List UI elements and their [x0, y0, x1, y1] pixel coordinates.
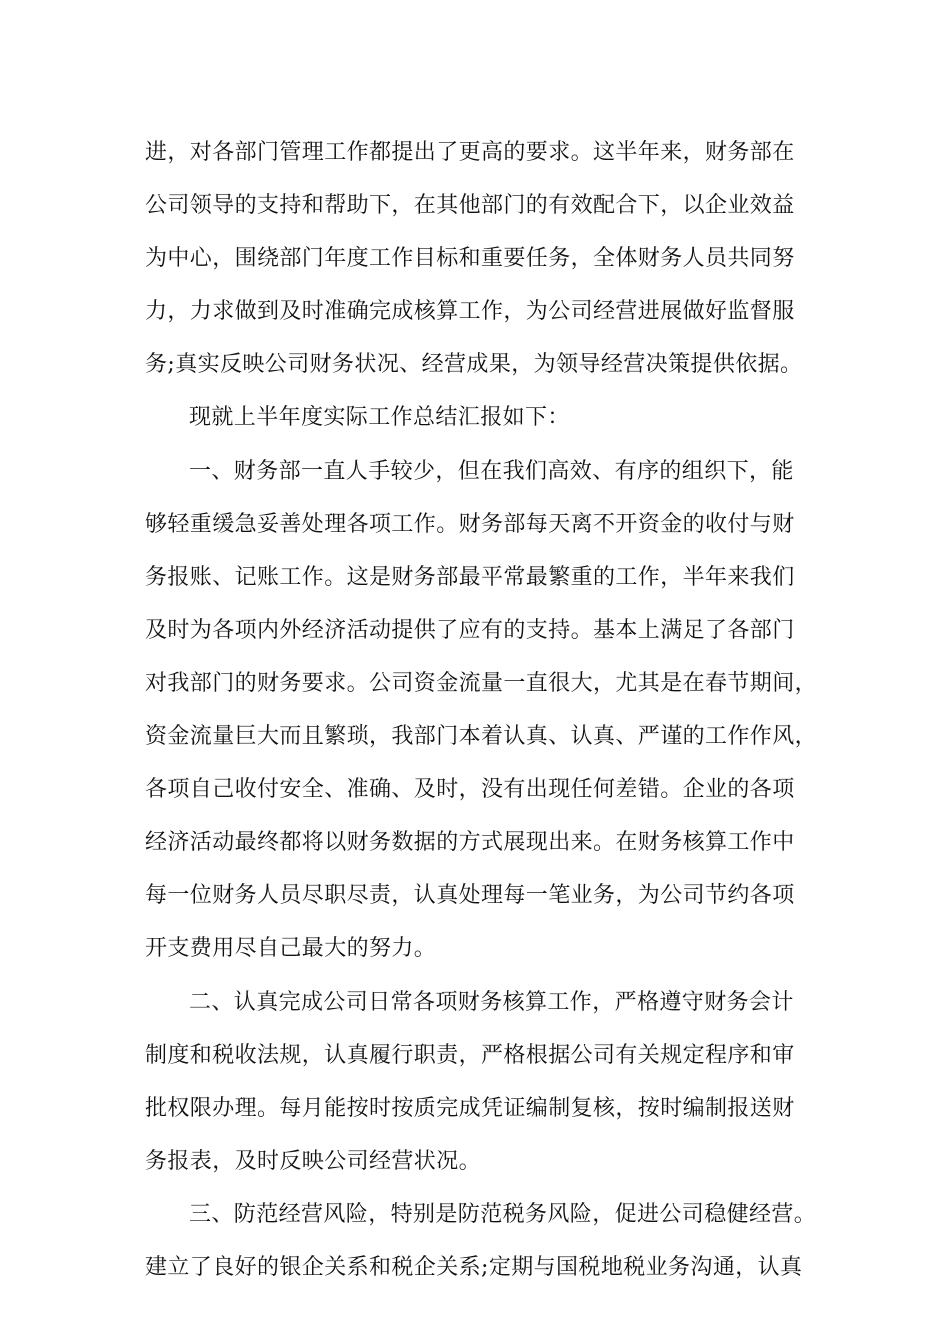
text-line: 为中心，围绕部门年度工作目标和重要任务，全体财务人员共同努 — [145, 246, 795, 272]
document-body — [145, 126, 835, 1294]
paragraph-first-line: 三、防范经营风险，特别是防范税务风险，促进公司稳健经营。 — [189, 1201, 817, 1227]
text-line: 够轻重缓急妥善处理各项工作。财务部每天离不开资金的收付与财 — [145, 511, 795, 537]
text-line: 务报表，及时反映公司经营状况。 — [145, 1148, 482, 1174]
text-line: 务;真实反映公司财务状况、经营成果，为领导经营决策提供依据。 — [145, 352, 803, 378]
text-line: 制度和税收法规，认真履行职责，严格根据公司有关规定程序和审 — [145, 1042, 795, 1068]
text-line: 及时为各项内外经济活动提供了应有的支持。基本上满足了各部门 — [145, 617, 795, 643]
paragraph-first-line: 二、认真完成公司日常各项财务核算工作，严格遵守财务会计 — [189, 989, 794, 1015]
text-line: 资金流量巨大而且繁琐，我部门本着认真、认真、严谨的工作作风， — [145, 724, 818, 750]
text-line: 建立了良好的银企关系和税企关系;定期与国税地税业务沟通，认真 — [145, 1254, 803, 1280]
text-line: 经济活动最终都将以财务数据的方式展现出来。在财务核算工作中 — [145, 830, 795, 856]
text-line: 进，对各部门管理工作都提出了更高的要求。这半年来，财务部在 — [145, 140, 795, 165]
paragraph-first-line: 现就上半年度实际工作总结汇报如下： — [189, 405, 570, 431]
text-line: 各项自己收付安全、准确、及时，没有出现任何差错。企业的各项 — [145, 777, 795, 803]
text-line: 力，力求做到及时准确完成核算工作，为公司经营进展做好监督服 — [145, 299, 795, 325]
text-line: 务报账、记账工作。这是财务部最平常最繁重的工作，半年来我们 — [145, 564, 795, 590]
text-line: 公司领导的支持和帮助下，在其他部门的有效配合下，以企业效益 — [145, 193, 795, 219]
text-line: 批权限办理。每月能按时按质完成凭证编制复核，按时编制报送财 — [145, 1095, 795, 1121]
text-line: 每一位财务人员尽职尽责，认真处理每一笔业务，为公司节约各项 — [145, 883, 795, 909]
text-line: 对我部门的财务要求。公司资金流量一直很大，尤其是在春节期间， — [145, 670, 818, 696]
paragraph-first-line: 一、财务部一直人手较少，但在我们高效、有序的组织下，能 — [189, 458, 794, 484]
text-line: 开支费用尽自己最大的努力。 — [145, 936, 437, 962]
